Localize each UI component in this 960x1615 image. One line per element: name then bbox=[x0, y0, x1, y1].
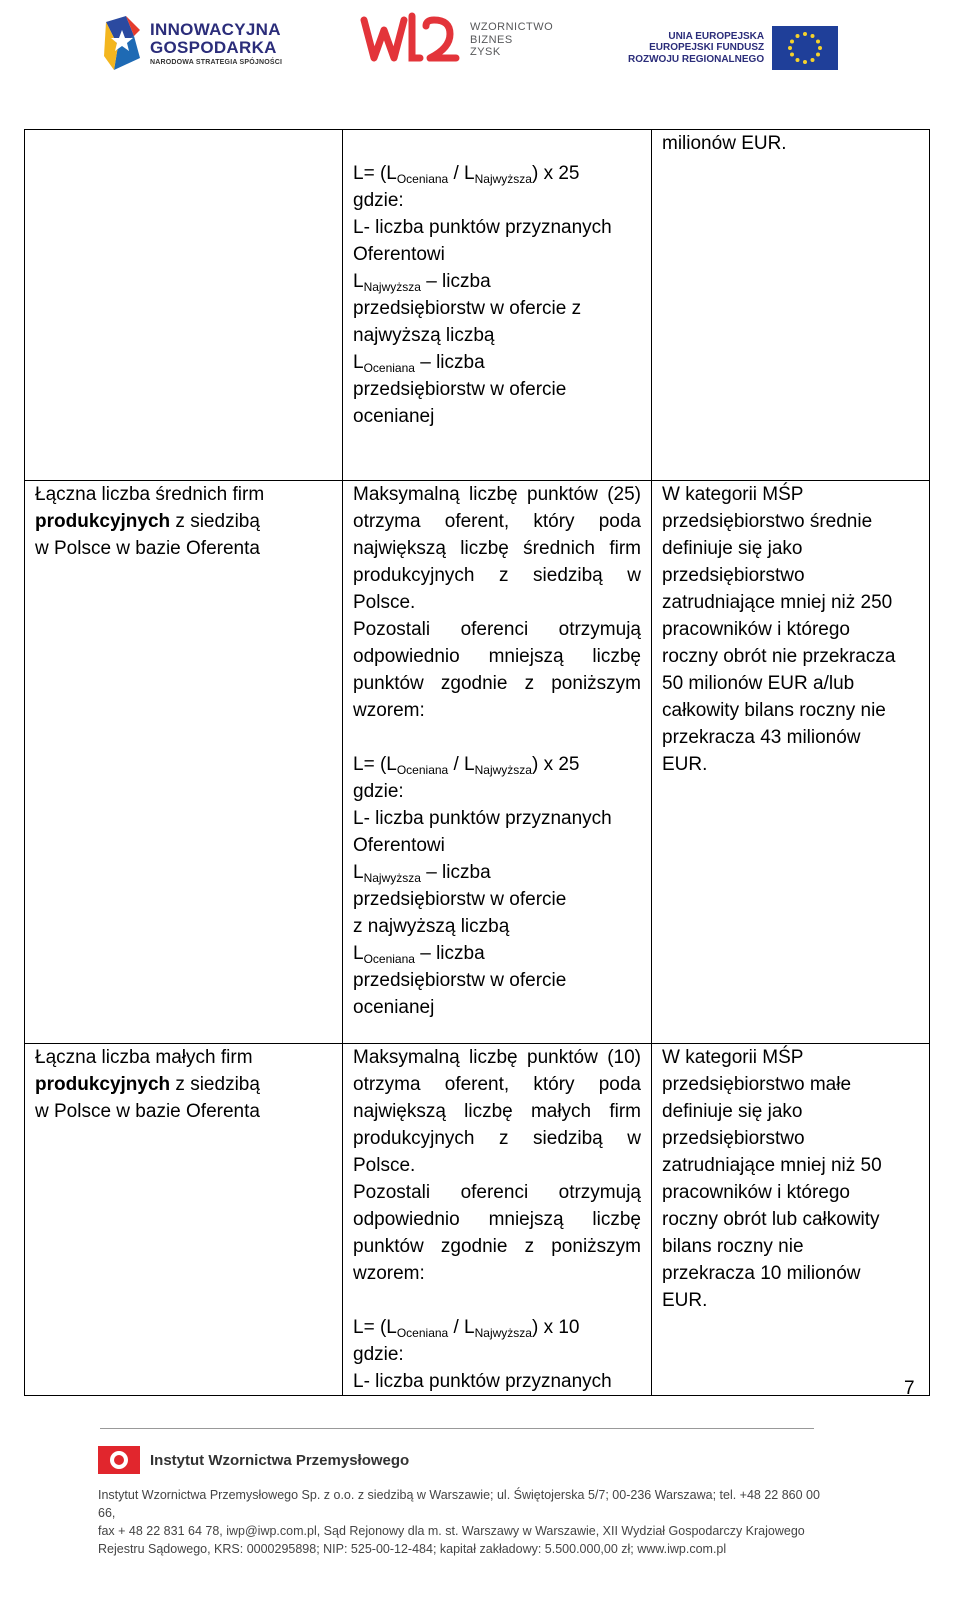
formula-prefix: L= (L bbox=[353, 163, 397, 184]
definition-line bbox=[353, 349, 641, 376]
text-line: 50 milionów EUR a/lub bbox=[662, 673, 855, 694]
text-line: przedsiębiorstwo małe bbox=[662, 1074, 852, 1095]
wzornictwo-biznes-zysk-logo bbox=[360, 12, 553, 68]
formula-suffix: ) x 25 bbox=[531, 754, 580, 775]
ue-line3: ROZWOJU REGIONALNEGO bbox=[628, 53, 765, 65]
text-line: L- liczba punktów przyznanych bbox=[353, 217, 612, 238]
text-line: przedsiębiorstw w ofercie z bbox=[353, 298, 582, 319]
formula-sub1: Oceniana bbox=[396, 172, 449, 186]
text-line: gdzie: bbox=[353, 190, 404, 211]
text-line: przedsiębiorstwo bbox=[662, 1128, 805, 1149]
footer-line: Rejestru Sądowego, KRS: 0000295898; NIP: 525-00-12-484; kapitał zakładowy: 5.500.000,00 zł; www.iwp.com.pl bbox=[98, 1542, 727, 1556]
text-line: pracowników i którego bbox=[662, 619, 850, 640]
def-sub: Oceniana bbox=[363, 361, 415, 375]
def-sub: Najwyższa bbox=[363, 871, 421, 885]
method-paragraph: Maksymalną liczbę punktów (25) otrzyma oferent, który poda największą liczbę średnich firm produkcyjnych z siedzibą w Polsce. bbox=[353, 484, 641, 613]
footer-line: Instytut Wzornictwa Przemysłowego Sp. z o.o. z siedzibą w Warszawie; ul. Świętojerska 5/7; 00-236 Warszawa; tel. +48 22 860 00 66, bbox=[98, 1488, 820, 1520]
criterion-line: Łączna liczba średnich firm bbox=[35, 484, 265, 505]
text-line: przedsiębiorstw w ofercie bbox=[353, 889, 567, 910]
wbz-line1: WZORNICTWO bbox=[470, 21, 554, 34]
def-base: L bbox=[353, 943, 364, 964]
iwp-logo bbox=[98, 1446, 409, 1474]
def-base: L bbox=[353, 271, 364, 292]
def-base: L bbox=[353, 862, 364, 883]
method-paragraph: Maksymalną liczbę punktów (10) otrzyma oferent, który poda największą liczbę małych firm produkcyjnych z siedzibą w Polsce. bbox=[353, 1047, 641, 1176]
table-row bbox=[25, 481, 930, 1044]
text-line: przedsiębiorstwo bbox=[662, 565, 805, 586]
footer-divider bbox=[100, 1428, 814, 1429]
formula-prefix: L= (L bbox=[353, 1317, 397, 1338]
text-line: gdzie: bbox=[353, 781, 404, 802]
text-line: pracowników i którego bbox=[662, 1182, 850, 1203]
ig-line1: INNOWACYJNA bbox=[150, 20, 281, 40]
criterion-bold: produkcyjnych bbox=[35, 511, 171, 532]
criterion-cell bbox=[25, 130, 343, 481]
spacer bbox=[353, 1287, 641, 1314]
iwp-logo-text: Instytut Wzornictwa Przemysłowego bbox=[150, 1451, 410, 1469]
text-line: W kategorii MŚP bbox=[662, 484, 804, 505]
formula-sub2: Najwyższa bbox=[474, 763, 532, 777]
unia-europejska-logo bbox=[628, 26, 838, 70]
text-line: przedsiębiorstw w ofercie bbox=[353, 970, 567, 991]
text-line: przekracza 10 milionów bbox=[662, 1263, 861, 1284]
formula-mid: / L bbox=[448, 1317, 475, 1338]
table-row bbox=[25, 1044, 930, 1396]
scoring-criteria-table bbox=[24, 129, 930, 1396]
page-header bbox=[0, 0, 960, 100]
def-rest: – liczba bbox=[420, 271, 491, 292]
text-line: EUR. bbox=[662, 754, 708, 775]
definition-line bbox=[353, 859, 641, 886]
text-line: ocenianej bbox=[353, 997, 435, 1018]
ue-line1: UNIA EUROPEJSKA bbox=[668, 30, 765, 42]
def-sub: Najwyższa bbox=[363, 280, 421, 294]
criterion-line: Łączna liczba małych firm bbox=[35, 1047, 253, 1068]
definition-line bbox=[353, 940, 641, 967]
definition-line bbox=[353, 268, 641, 295]
method-cell bbox=[343, 481, 652, 1044]
formula-suffix: ) x 10 bbox=[531, 1317, 580, 1338]
text-line: roczny obrót nie przekracza bbox=[662, 646, 896, 667]
ig-line2: GOSPODARKA bbox=[150, 38, 277, 58]
ue-text bbox=[628, 31, 764, 66]
text-line: W kategorii MŚP bbox=[662, 1047, 804, 1068]
text-line: roczny obrót lub całkowity bbox=[662, 1209, 880, 1230]
criterion-line bbox=[35, 508, 332, 535]
text-line: przekracza 43 milionów bbox=[662, 727, 861, 748]
criterion-cell bbox=[25, 1044, 343, 1396]
description-cell bbox=[652, 481, 930, 1044]
description-cell bbox=[652, 130, 930, 481]
formula-mid: / L bbox=[448, 163, 475, 184]
criterion-line bbox=[35, 1071, 332, 1098]
iwp-emblem-icon bbox=[98, 1446, 140, 1474]
text-line: milionów EUR. bbox=[662, 133, 787, 154]
ue-line2: EUROPEJSKI FUNDUSZ bbox=[649, 42, 765, 54]
text-line: L- liczba punktów przyznanych bbox=[353, 808, 612, 829]
text-line: L- liczba punktów przyznanych bbox=[353, 1371, 612, 1392]
text-line: definiuje się jako bbox=[662, 538, 803, 559]
wbz-line2: BIZNES bbox=[470, 33, 513, 46]
def-rest: – liczba bbox=[420, 862, 491, 883]
criterion-post: z siedzibą bbox=[170, 1074, 260, 1095]
criterion-cell bbox=[25, 481, 343, 1044]
wbz-line3: ZYSK bbox=[470, 46, 501, 59]
text-line: zatrudniające mniej niż 250 bbox=[662, 592, 893, 613]
formula-prefix: L= (L bbox=[353, 754, 397, 775]
wbz-emblem-icon bbox=[360, 12, 460, 68]
text-line: przedsiębiorstwo średnie bbox=[662, 511, 873, 532]
footer-line: fax + 48 22 831 64 78, iwp@iwp.com.pl, Sąd Rejonowy dla m. st. Warszawy w Warszawie, XII Wydział Gospodarczy Krajowego bbox=[98, 1524, 805, 1538]
criterion-line: w Polsce w bazie Oferenta bbox=[35, 1101, 260, 1122]
def-sub: Oceniana bbox=[363, 952, 415, 966]
text-line: ocenianej bbox=[353, 406, 435, 427]
def-base: L bbox=[353, 352, 364, 373]
footer-address bbox=[98, 1486, 838, 1558]
text-line: całkowity bilans roczny nie bbox=[662, 700, 886, 721]
text-line: EUR. bbox=[662, 1290, 708, 1311]
ig-text bbox=[150, 21, 282, 66]
eu-flag-icon bbox=[772, 26, 838, 70]
text-line: gdzie: bbox=[353, 1344, 404, 1365]
text-line: najwyższą liczbą bbox=[353, 325, 495, 346]
criterion-post: z siedzibą bbox=[170, 511, 260, 532]
formula-line bbox=[353, 1314, 641, 1341]
formula-sub1: Oceniana bbox=[396, 1326, 449, 1340]
text-line: z najwyższą liczbą bbox=[353, 916, 510, 937]
innowacyjna-gospodarka-logo bbox=[104, 16, 282, 72]
formula-sub2: Najwyższa bbox=[474, 172, 532, 186]
text-line: zatrudniające mniej niż 50 bbox=[662, 1155, 882, 1176]
formula-sub2: Najwyższa bbox=[474, 1326, 532, 1340]
table-row bbox=[25, 130, 930, 481]
page-number: 7 bbox=[904, 1378, 915, 1399]
criterion-bold: produkcyjnych bbox=[35, 1074, 171, 1095]
formula-suffix: ) x 25 bbox=[531, 163, 580, 184]
formula-line bbox=[353, 160, 641, 187]
method-paragraph: Pozostali oferenci otrzymują odpowiednio mniejszą liczbę punktów zgodnie z poniższym wzorem: bbox=[353, 619, 641, 721]
description-cell bbox=[652, 1044, 930, 1396]
text-line: Oferentowi bbox=[353, 244, 445, 265]
formula-mid: / L bbox=[448, 754, 475, 775]
text-line: definiuje się jako bbox=[662, 1101, 803, 1122]
criterion-line: w Polsce w bazie Oferenta bbox=[35, 538, 260, 559]
formula-line bbox=[353, 751, 641, 778]
formula-sub1: Oceniana bbox=[396, 763, 449, 777]
wbz-text bbox=[470, 21, 553, 59]
text-line: Oferentowi bbox=[353, 835, 445, 856]
method-cell bbox=[343, 130, 652, 481]
ig-line3: NARODOWA STRATEGIA SPÓJNOŚCI bbox=[150, 59, 283, 67]
text-line: bilans roczny nie bbox=[662, 1236, 804, 1257]
spacer bbox=[353, 724, 641, 751]
method-paragraph: Pozostali oferenci otrzymują odpowiednio mniejszą liczbę punktów zgodnie z poniższym wzorem: bbox=[353, 1182, 641, 1284]
def-rest: – liczba bbox=[414, 352, 485, 373]
ig-emblem-icon bbox=[104, 16, 142, 72]
def-rest: – liczba bbox=[414, 943, 485, 964]
method-cell bbox=[343, 1044, 652, 1396]
text-line: przedsiębiorstw w ofercie bbox=[353, 379, 567, 400]
